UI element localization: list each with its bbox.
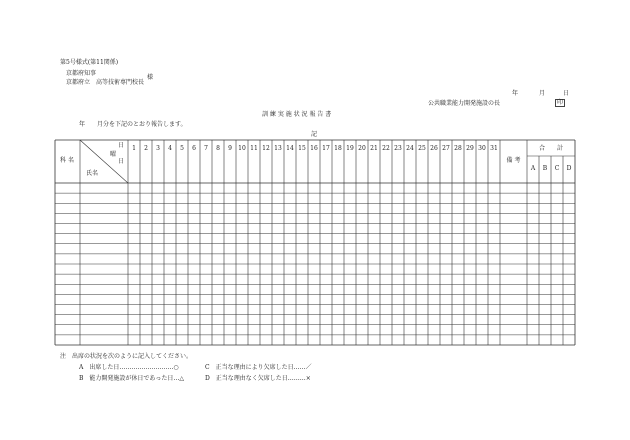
day-number-label: 18 xyxy=(334,145,342,152)
header-name-label: 氏名 xyxy=(85,170,99,177)
date-month-label: 月 xyxy=(539,90,546,97)
day-number-label: 3 xyxy=(156,145,160,152)
day-number-label: 24 xyxy=(406,145,414,152)
day-number-label: 25 xyxy=(418,145,426,152)
day-number-label: 6 xyxy=(192,145,196,152)
addressee-school-head: 京都府立 高等技術専門校長 xyxy=(66,79,145,86)
day-number-label: 17 xyxy=(322,145,330,152)
header-weekday-label: 曜 xyxy=(109,151,117,158)
header-total-label: 合 計 xyxy=(538,145,564,152)
date-year-label: 年 xyxy=(512,90,519,97)
day-number-label: 4 xyxy=(168,145,172,152)
intro-year: 年 xyxy=(79,121,86,128)
addressee-governor: 京都府知事 xyxy=(66,70,97,77)
day-number-label: 11 xyxy=(250,145,258,152)
addressee-honorific: 様 xyxy=(147,74,154,81)
day-number-label: 20 xyxy=(358,145,366,152)
day-number-label: 28 xyxy=(454,145,462,152)
day-number-label: 1 xyxy=(132,145,136,152)
header-remarks-label: 備 考 xyxy=(506,157,521,164)
day-number-label: 31 xyxy=(490,145,498,152)
intro-text: 月分を下記のとおり報告します。 xyxy=(97,121,187,128)
day-number-label: 30 xyxy=(478,145,486,152)
day-number-label: 19 xyxy=(346,145,354,152)
date-day-label: 日 xyxy=(563,90,570,97)
day-number-label: 13 xyxy=(274,145,282,152)
day-number-label: 5 xyxy=(180,145,184,152)
day-number-label: 15 xyxy=(298,145,306,152)
day-number-label: 10 xyxy=(238,145,246,152)
day-number-label: 12 xyxy=(262,145,270,152)
total-column-label: D xyxy=(566,165,572,172)
day-number-label: 8 xyxy=(216,145,220,152)
day-number-label: 21 xyxy=(370,145,378,152)
day-number-label: 29 xyxy=(466,145,474,152)
day-number-label: 16 xyxy=(310,145,318,152)
day-number-label: 7 xyxy=(204,145,208,152)
day-number-label: 14 xyxy=(286,145,294,152)
sender-label: 公共職業能力開発施設の長 xyxy=(428,100,501,107)
day-number-label: 27 xyxy=(442,145,450,152)
day-number-label: 26 xyxy=(430,145,438,152)
ki-label: 記 xyxy=(311,131,318,138)
document-title: 訓 練 実 施 状 況 報 告 書 xyxy=(262,111,332,118)
total-column-label: C xyxy=(554,165,560,172)
note-item-d: D 正当な理由なく欠席した日………× xyxy=(205,375,311,382)
seal-mark: 印 xyxy=(557,99,564,106)
notes-heading: 注 出席の状況を次のように記入してください。 xyxy=(60,353,193,360)
day-number-label: 2 xyxy=(144,145,148,152)
form-number: 第5号様式(第11関係) xyxy=(60,59,119,66)
header-day2-label: 日 xyxy=(117,158,125,165)
total-column-label: B xyxy=(542,165,548,172)
note-item-b: B 能力開発施設が休日であった日…△ xyxy=(79,375,184,382)
note-item-a: A 出席した日………………………○ xyxy=(79,364,179,371)
day-number-label: 23 xyxy=(394,145,402,152)
day-number-label: 9 xyxy=(228,145,232,152)
header-subject-label: 科 名 xyxy=(60,157,74,164)
header-day-label: 日 xyxy=(117,142,125,149)
total-column-label: A xyxy=(530,165,536,172)
day-number-label: 22 xyxy=(382,145,390,152)
note-item-c: C 正当な理由により欠席した日……／ xyxy=(205,364,312,371)
